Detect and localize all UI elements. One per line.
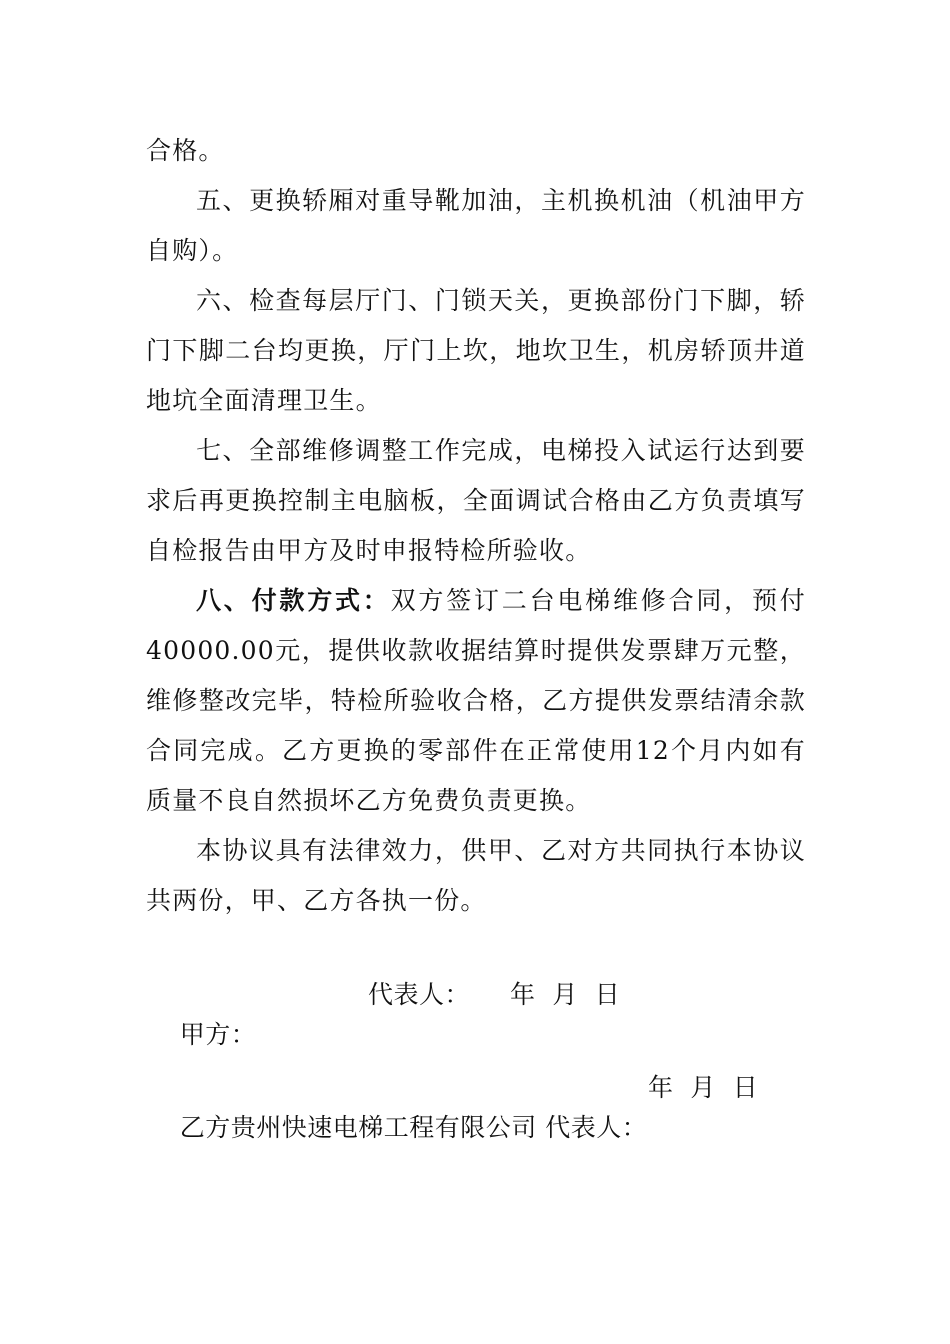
clause-8 — [146, 576, 806, 826]
party-a-label: 甲方： — [179, 1020, 257, 1049]
clause-8-heading: 八、付款方式： — [196, 586, 391, 615]
clause-6: 六、检查每层厅门、门锁天关，更换部份门下脚，轿门下脚二台均更换，厅门上坎，地坎卫生，机房轿顶井道地坑全面清理卫生。 — [146, 286, 806, 415]
clause-5: 五、更换轿厢对重导靴加油，主机换机油（机油甲方自购）。 — [146, 186, 806, 265]
party-b-label: 乙方贵州快速电梯工程有限公司 代表人： — [179, 1113, 648, 1142]
party-a-representative-label: 代表人： — [368, 980, 471, 1009]
contract-body — [146, 126, 806, 926]
clause-8-body: 双方签订二台电梯维修合同，预付40000.00元，提供收款收据结算时提供发票肆万元整，维修整改完毕，特检所验收合格，乙方提供发票结清余款合同完成。乙方更换的零部件在正常使用12个月内如有质量不良自然损坏乙方免费负责更换。 — [146, 586, 806, 815]
party-b-signature-line — [146, 1068, 759, 1228]
closing-paragraph: 本协议具有法律效力，供甲、乙对方共同执行本协议共两份，甲、乙方各执一份。 — [146, 836, 806, 915]
clause-7: 七、全部维修调整工作完成，电梯投入试运行达到要求后再更换控制主电脑板，全面调试合格由乙方负责填写自检报告由甲方及时申报特检所验收。 — [146, 436, 806, 565]
party-a-date: 年 月 日 — [510, 980, 621, 1009]
party-b-date: 年 月 日 — [648, 1073, 759, 1102]
paragraph-continuation: 合格。 — [146, 136, 225, 165]
